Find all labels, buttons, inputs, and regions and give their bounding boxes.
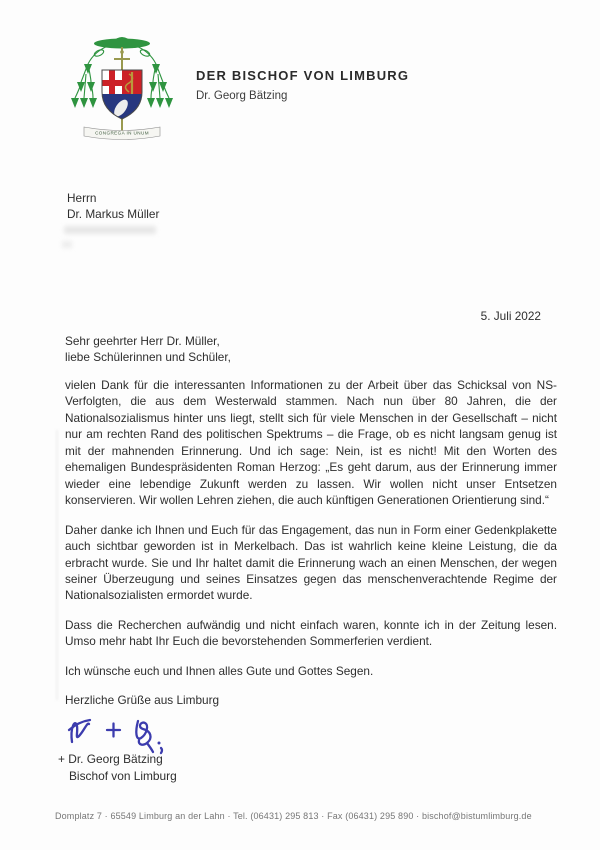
body-paragraph-2: Daher danke ich Ihnen und Euch für das Engagement, das nun in Form einer Gedenkplakette auch sichtbar geworden ist in Merkelbach. Das ist wahrlich keine kleine Leistung, die da erbracht wurde. Sie und Ihr haltet damit die Erinnerung wach an einen Menschen, der wegen seiner Überzeugung und seines Einsatzes gegen das menschenverachtende Regime der Nationalsozialisten ermordet wurde.: [65, 522, 557, 603]
letter-body: [65, 377, 557, 722]
closing-wish: Ich wünsche euch und Ihnen alles Gute und Gottes Segen.: [65, 663, 374, 678]
letter-date: 5. Juli 2022: [480, 309, 541, 323]
sender-name: Dr. Georg Bätzing: [196, 90, 288, 102]
cross-finial: [120, 50, 124, 54]
recipient-name: Dr. Markus Müller: [67, 207, 160, 222]
scan-artifact: [56, 430, 58, 700]
motto-text: CONGREGA IN UNUM: [95, 130, 149, 136]
signatory-name: + Dr. Georg Bätzing: [58, 752, 163, 766]
recipient-block: [67, 190, 159, 222]
sender-title: DER BISCHOF VON LIMBURG: [196, 68, 410, 83]
bishop-coat-of-arms-icon: [66, 30, 178, 140]
closing-greeting: Herzliche Grüße aus Limburg: [65, 693, 220, 708]
redacted-address-line: [64, 226, 156, 234]
letterhead: [196, 68, 409, 102]
footer-contact-line: Domplatz 7 · 65549 Limburg an der Lahn · Tel. (06431) 295 813 · Fax (06431) 295 890 · bischof@bistumlimburg.de: [55, 811, 532, 821]
salutation-line-1: Sehr geehrter Herr Dr. Müller,: [65, 334, 220, 348]
body-paragraph-3: Dass die Recherchen aufwändig und nicht einfach waren, konnte ich in der Zeitung lesen. Umso mehr habt Ihr Euch die bevorstehenden Sommerferien verdient.: [65, 617, 557, 649]
signatory-title: Bischof von Limburg: [69, 768, 177, 783]
recipient-salutation: Herrn: [67, 191, 97, 205]
salutation-line-2: liebe Schülerinnen und Schüler,: [65, 350, 231, 365]
redacted-address-mark: [62, 241, 72, 248]
signature-block: [58, 751, 177, 784]
shield-fields: [102, 70, 142, 126]
handwritten-signature: [60, 708, 210, 756]
body-paragraph-1: vielen Dank für die interessanten Informationen zu der Arbeit über das Schicksal von NS-Verfolgten, die aus dem Westerwald stammen. Nach nun über 80 Jahren, die der Nationalsozialismus hinter uns liegt, stellt sich für viele Menschen in der Gesellschaft – nicht nur am rechten Rand des politischen Spektrums – die Frage, ob es nicht langsam genug ist mit der mahnenden Erinnerung. Und ich sage: Nein, ist es nicht! Mit den Worten des ehemaligen Bundespräsidenten Roman Herzog: „Es geht darum, aus der Erinnerung immer wieder eine lebendige Zukunft werden zu lassen. Wir wollen nicht unser Entsetzen konservieren. Wir wollen Lehren ziehen, die auch künftigen Generationen Orientierung sind.“: [65, 378, 557, 508]
salutation-block: [65, 333, 231, 366]
